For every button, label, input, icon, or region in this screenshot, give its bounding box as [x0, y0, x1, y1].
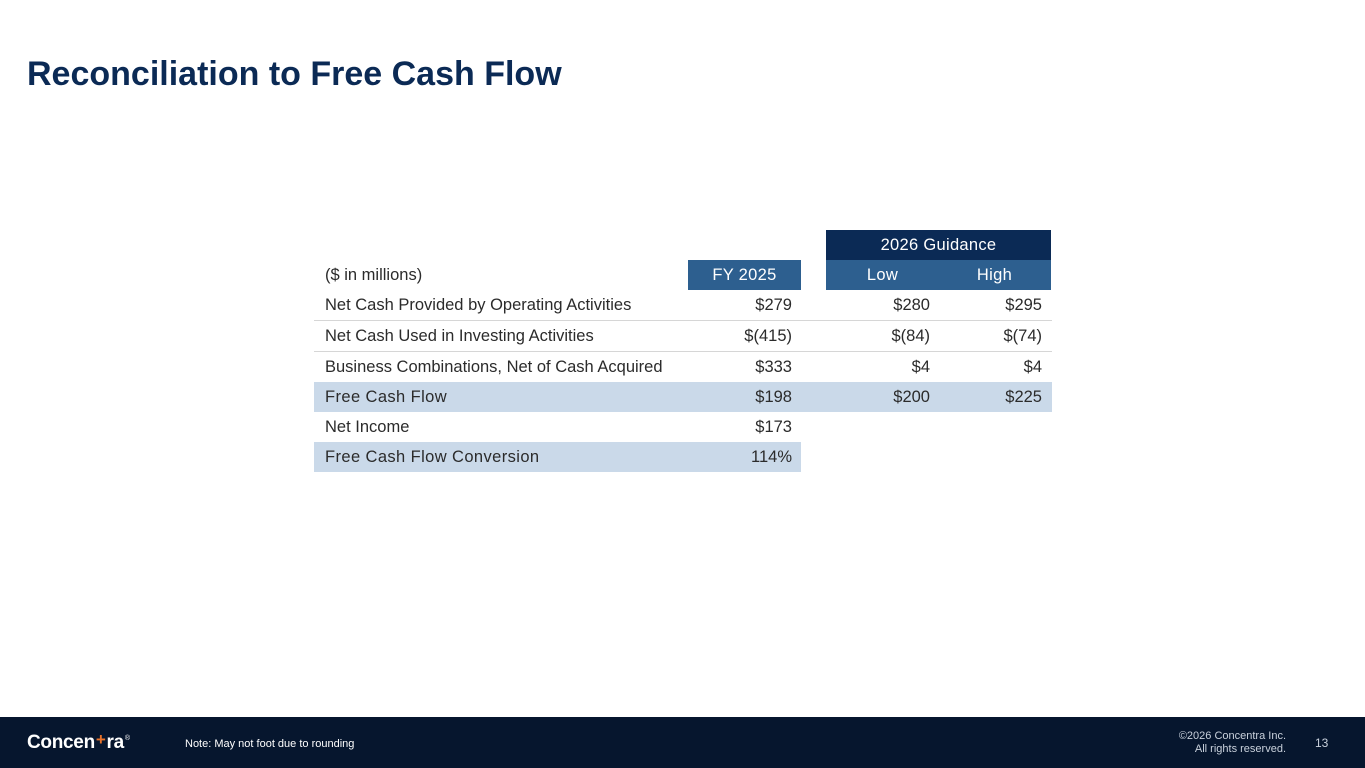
row-label: Net Cash Provided by Operating Activities [325, 296, 632, 314]
row-label: Net Income [325, 418, 410, 436]
row-label: Free Cash Flow Conversion [325, 448, 540, 466]
value-low: $200 [893, 388, 930, 406]
value-high: $295 [1005, 296, 1042, 314]
column-header-high: High [976, 266, 1013, 284]
value-high: $225 [1005, 388, 1042, 406]
value-fy2025: $173 [755, 418, 792, 436]
table-row-highlighted [314, 442, 1052, 472]
guidance-header: 2026 Guidance [826, 230, 1051, 260]
table-row [314, 352, 1052, 382]
value-low [826, 442, 930, 472]
copyright-line-2: All rights reserved. [1194, 743, 1286, 755]
row-label: Free Cash Flow [325, 388, 448, 406]
table-row-highlighted [314, 382, 1052, 412]
slide-title: Reconciliation to Free Cash Flow [27, 55, 562, 93]
value-high [938, 412, 1042, 442]
table-row [314, 321, 1052, 352]
fcf-reconciliation-table [314, 230, 1052, 472]
value-high: $(74) [1003, 327, 1042, 345]
footer-bar [0, 717, 1365, 768]
footnote: Note: May not foot due to rounding [185, 738, 355, 750]
column-header-row [314, 260, 1052, 290]
value-fy2025: 114% [751, 448, 792, 466]
column-header-low: Low [866, 266, 899, 284]
logo-plus-icon: + [95, 730, 106, 749]
value-fy2025: $279 [755, 296, 792, 314]
guidance-header-row [314, 230, 1052, 260]
table-row [314, 290, 1052, 321]
value-fy2025: $(415) [744, 327, 792, 345]
row-label: Net Cash Used in Investing Activities [325, 327, 594, 345]
value-fy2025: $198 [755, 388, 792, 406]
logo-text-pre: Concen [27, 732, 95, 753]
copyright [1179, 730, 1286, 756]
copyright-line-1: ©2026 Concentra Inc. [1178, 730, 1286, 742]
value-low: $280 [893, 296, 930, 314]
value-low [826, 412, 930, 442]
concentra-logo [27, 730, 130, 753]
registered-mark: ® [124, 734, 130, 742]
units-label: ($ in millions) [325, 266, 423, 284]
table-row [314, 412, 1052, 442]
value-high [938, 442, 1042, 472]
value-fy2025: $333 [755, 358, 792, 376]
value-low: $(84) [891, 327, 930, 345]
row-label: Business Combinations, Net of Cash Acquired [325, 358, 663, 376]
page-number: 13 [1315, 736, 1329, 750]
column-header-fy2025: FY 2025 [688, 260, 801, 290]
value-low: $4 [911, 358, 930, 376]
logo-text-post: ra [106, 732, 124, 753]
value-high: $4 [1023, 358, 1042, 376]
